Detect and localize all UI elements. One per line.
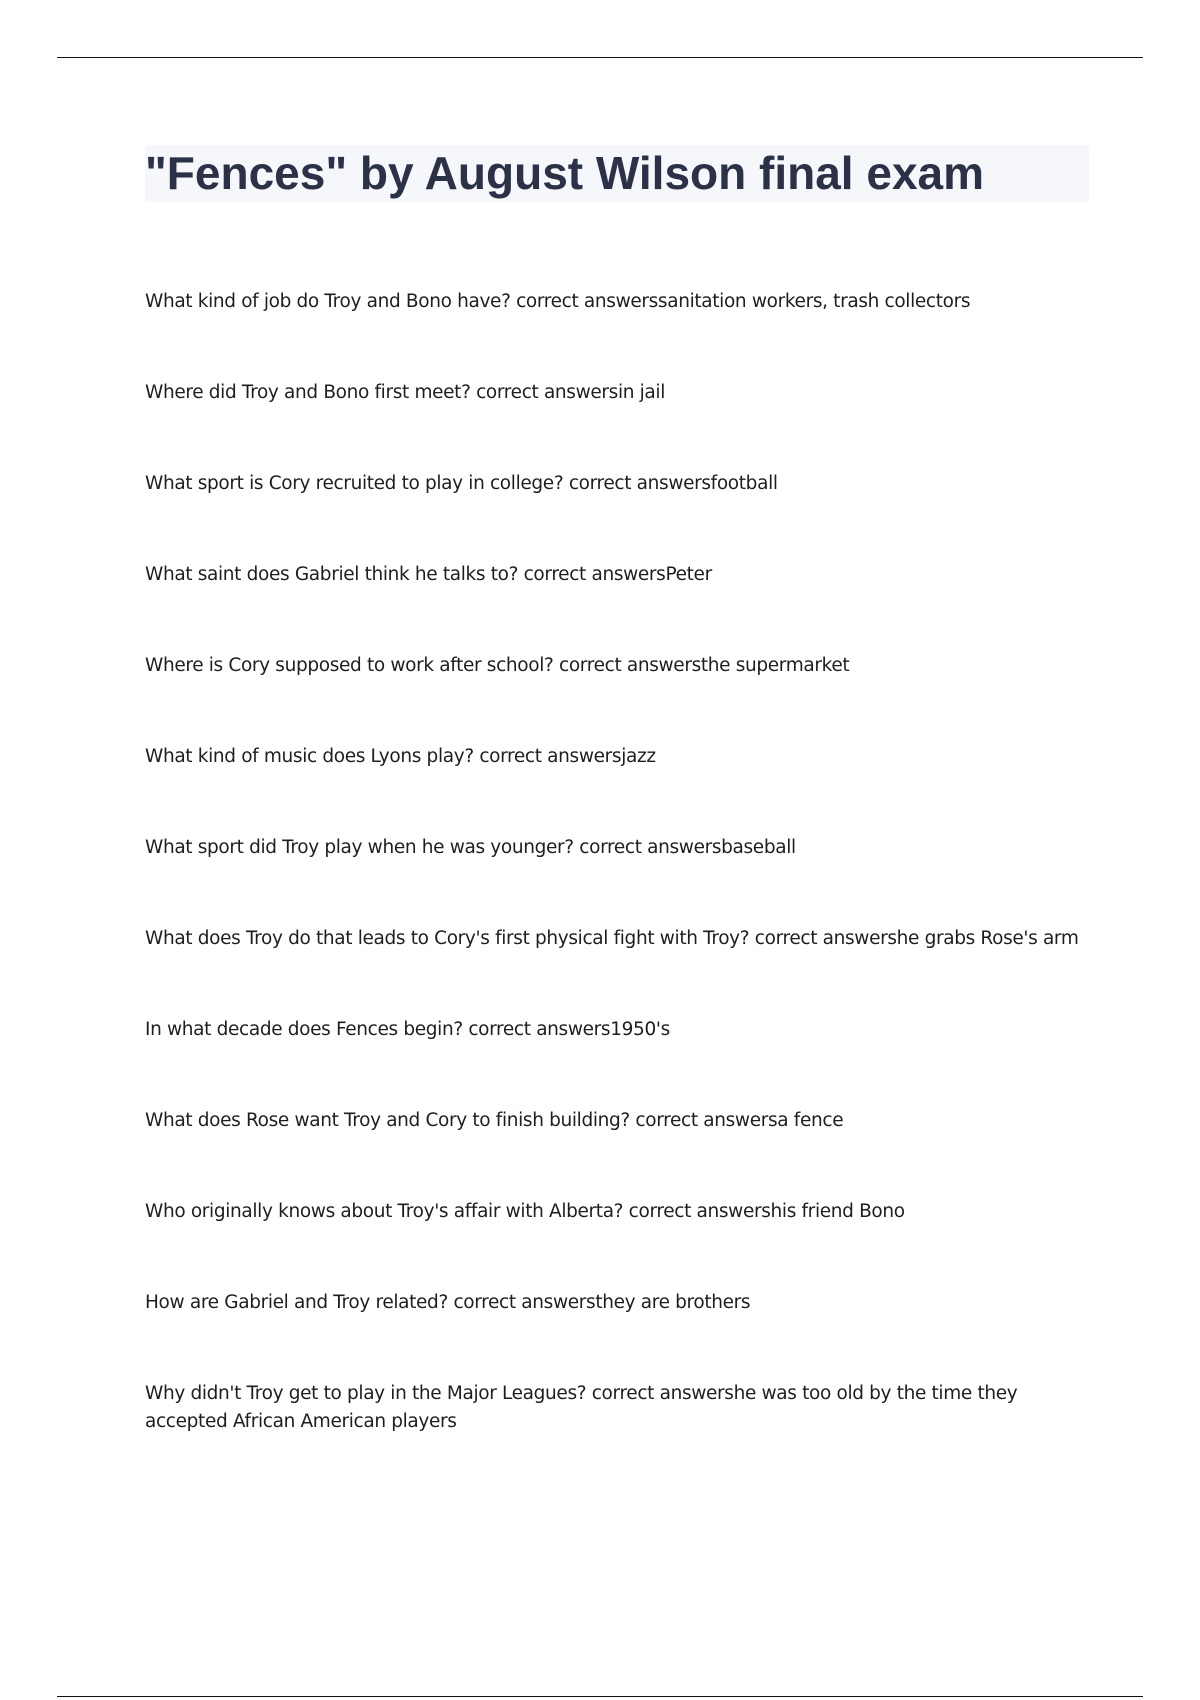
qa-item: Where did Troy and Bono first meet? correct answersin jail bbox=[145, 382, 666, 403]
qa-item: Why didn't Troy get to play in the Major Leagues? correct answershe was too old by the time they accepted African American players bbox=[145, 1383, 1018, 1432]
qa-item: Who originally knows about Troy's affair with Alberta? correct answershis friend Bono bbox=[145, 1201, 905, 1222]
qa-item: What saint does Gabriel think he talks to? correct answersPeter bbox=[145, 564, 712, 585]
qa-item: How are Gabriel and Troy related? correct answersthey are brothers bbox=[145, 1292, 751, 1313]
top-divider bbox=[57, 57, 1143, 58]
qa-item: What sport did Troy play when he was younger? correct answersbaseball bbox=[145, 837, 796, 858]
bottom-divider bbox=[57, 1696, 1143, 1697]
qa-item: What kind of job do Troy and Bono have? correct answerssanitation workers, trash collectors bbox=[145, 291, 971, 312]
qa-item: What does Troy do that leads to Cory's first physical fight with Troy? correct answershe grabs Rose's arm bbox=[145, 928, 1079, 949]
qa-item: What sport is Cory recruited to play in college? correct answersfootball bbox=[145, 473, 778, 494]
qa-item: What kind of music does Lyons play? correct answersjazz bbox=[145, 746, 656, 767]
question-answer-list bbox=[145, 288, 1085, 1471]
page-title: "Fences" by August Wilson final exam bbox=[145, 147, 985, 199]
qa-item: Where is Cory supposed to work after school? correct answersthe supermarket bbox=[145, 655, 850, 676]
qa-item: What does Rose want Troy and Cory to finish building? correct answersa fence bbox=[145, 1110, 844, 1131]
qa-item: In what decade does Fences begin? correct answers1950's bbox=[145, 1019, 670, 1040]
